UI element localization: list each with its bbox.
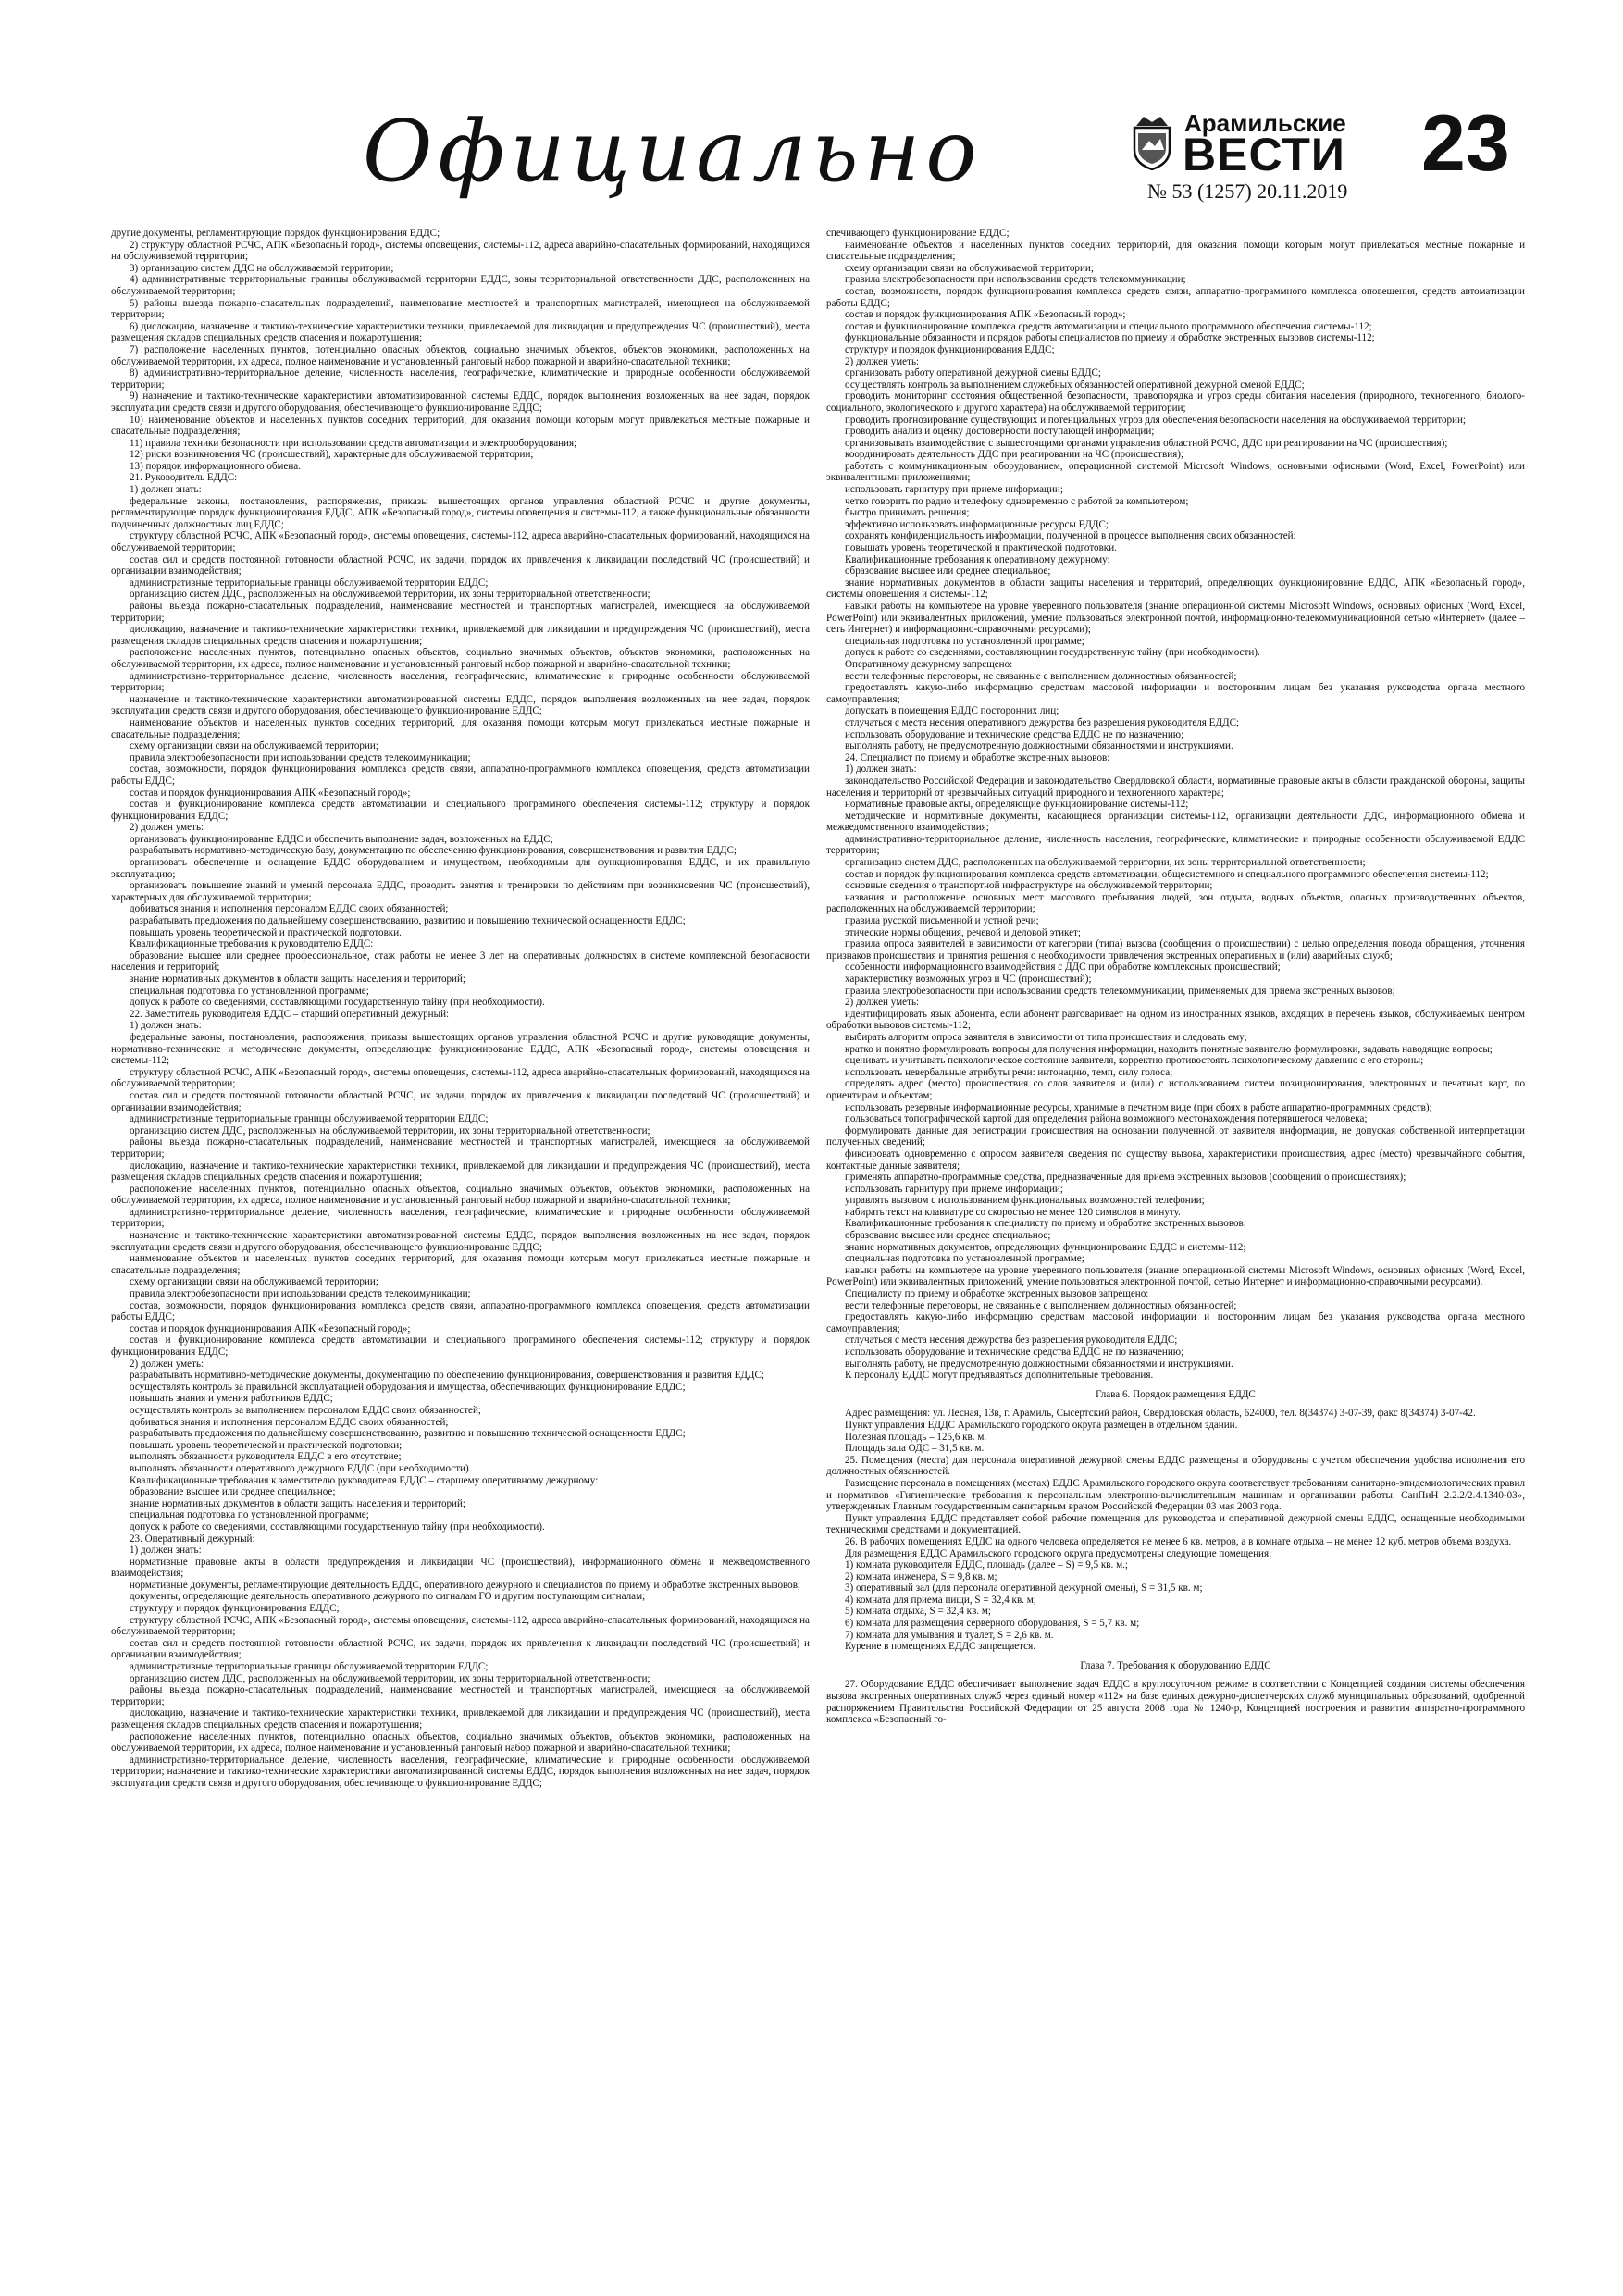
paragraph: проводить прогнозирование существующих и потенциальных угроз для обеспечения безопасности населения на обслуживаемой территории; [845,414,1467,426]
paragraph: специальная подготовка по установленной программе; [845,1253,1084,1265]
paragraph: Курение в помещениях ЕДДС запрещается. [845,1641,1035,1653]
paragraph: названия и расположение основных мест массового пребывания людей, зон отдыха, водных объектов, опасных производственных объектов, расположенных на обслуживаемой территории; [826,891,1525,915]
issue-info: № 53 (1257) 20.11.2019 [1147,180,1348,203]
paragraph: правила опроса заявителей в зависимости от категории (типа) вызова (сообщения о происшествии) с целью определения повода обращения, уточнения признаков происшествия и принятия решения о необходимости привлечения экстренных оперативных и (или) аварийных служб; [826,938,1525,962]
paragraph: разрабатывать нормативно-методические документы, документацию по обеспечению функционирования, совершенствования и развития ЕДДС; [130,1370,764,1382]
paragraph: 11) правила техники безопасности при использовании средств автоматизации и электрооборудования; [130,437,577,449]
chapter-6-title: Глава 6. Порядок размещения ЕДДС [1096,1388,1256,1400]
paragraph: 26. В рабочих помещениях ЕДДС на одного человека определяется не менее 6 кв. метров, а в комнате отдыха – не менее 12 куб. метров объема воздуха. [845,1535,1512,1547]
paragraph: 9) назначение и тактико-технические характеристики автоматизированной системы ЕДДС, порядок выполнения возложенных на нее задач, порядок эксплуатации средств связи и другого оборудования, обеспечивающего функционирование ЕДДС; [111,391,810,414]
paragraph: 8) административно-территориальное деление, численность населения, географические, климатические и природные особенности обслуживаемой территории; [111,367,810,391]
paragraph: применять аппаратно-программные средства, предназначенные для приема экстренных вызовов (сообщений о происшествиях); [845,1172,1406,1184]
paragraph: 2) должен уметь: [845,355,920,367]
paragraph: 3) организацию систем ДДС на обслуживаемой территории; [130,262,394,274]
paragraph: вести телефонные переговоры, не связанные с выполнением должностных обязанностей; [845,670,1237,682]
paragraph: административные территориальные границы обслуживаемой территории ЕДДС; [130,1113,489,1125]
paragraph: Специалисту по приему и обработке экстренных вызовов запрещено: [845,1288,1149,1300]
paragraph: специальная подготовка по установленной программе; [130,1509,369,1521]
paragraph: 6) дислокацию, назначение и тактико-технические характеристики техники, привлекаемой для ликвидации и предупреждения ЧС (происшествий), места размещения складов специальных средств спасения и пожаротушения; [111,320,810,344]
logo-title-big: ВЕСТИ [1183,129,1345,180]
chapter-7-title: Глава 7. Требования к оборудованию ЕДДС [1080,1659,1271,1671]
paragraph: правила электробезопасности при использовании средств телекоммуникации; [130,751,471,763]
paragraph: определять адрес (место) происшествия со слов заявителя и (или) с использованием систем позиционирования, электронных и печатных карт, по ориентирам и объектам; [826,1078,1525,1101]
paragraph: федеральные законы, постановления, распоряжения, приказы вышестоящих органов управления областной РСЧС и другие документы, регламентирующие порядок функционирования ЕДДС, АПК «Безопасный город», системы оповещения и системы-112, а также функциональные обязанности подчиненных должностных лиц ЕДДС; [111,495,810,530]
paragraph: координировать деятельность ДДС при реагировании на ЧС (происшествия); [845,449,1184,461]
paragraph: добиваться знания и исполнения персоналом ЕДДС своих обязанностей; [130,903,449,915]
paragraph: Квалификационные требования к заместителю руководителя ЕДДС – старшему оперативному дежурному: [130,1474,599,1486]
paragraph: формулировать данные для регистрации происшествия на основании полученной от заявителя информации, не допуская собственной интерпретации полученных сведений; [826,1124,1525,1148]
paragraph: организовать работу оперативной дежурной смены ЕДДС; [845,367,1102,379]
paragraph: вести телефонные переговоры, не связанные с выполнением должностных обязанностей; [845,1299,1237,1311]
paragraph: 1) комната руководителя ЕДДС, площадь (далее – S) = 9,5 кв. м.; [845,1559,1128,1571]
paragraph: выполнять работу, не предусмотренную должностными обязанностями и инструкциями. [845,1358,1233,1370]
paragraph: Пункт управления ЕДДС Арамильского городского округа размещен в отдельном здании. [845,1419,1238,1431]
paragraph: 1) должен знать: [130,1020,202,1032]
paragraph: назначение и тактико-технические характеристики автоматизированной системы ЕДДС, порядок выполнения возложенных на нее задач, порядок эксплуатации средств связи и другого оборудования, обеспечивающего функционирование ЕДДС; [111,1230,810,1253]
paragraph: 4) административные территориальные границы обслуживаемой территории ЕДДС, зоны территориальной ответственности ДДС, расположенных на обслуживаемой территории; [111,274,810,297]
page-header [0,0,1623,213]
paragraph: состав и функционирование комплекса средств автоматизации и специального программного обеспечения системы-112; структуру и порядок функционирования ЕДДС; [111,799,810,822]
logo-title-small: Арамильские [1184,109,1346,137]
paragraph: нормативные правовые акты, определяющие функционирование системы-112; [845,799,1189,811]
paragraph: правила электробезопасности при использовании средств телекоммуникации; [130,1288,471,1300]
paragraph: разрабатывать предложения по дальнейшему совершенствованию, развитию и повышению технической оснащенности ЕДДС; [130,915,686,927]
section-rubric: Официально [363,102,983,201]
paragraph: организацию систем ДДС, расположенных на обслуживаемой территории, их зоны территориальной ответственности; [845,857,1366,869]
paragraph: Пункт управления ЕДДС представляет собой рабочие помещения для руководства и оперативной дежурной смены ЕДДС, оснащенные необходимыми техническими средствами и документацией. [826,1512,1525,1536]
paragraph: 7) комната для умывания и туалет, S = 2,6 кв. м. [845,1629,1054,1641]
paragraph: пользоваться топографической картой для определения района возможного местонахождения потерявшегося человека; [845,1113,1368,1125]
paragraph: выполнять обязанности оперативного дежурного ЕДДС (при необходимости). [130,1462,472,1474]
paragraph: районы выезда пожарно-спасательных подразделений, наименование местностей и транспортных магистралей, имеющиеся на обслуживаемой территории; [111,601,810,624]
paragraph: 22. Заместитель руководителя ЕДДС – старший оперативный дежурный: [130,1008,450,1020]
paragraph: набирать текст на клавиатуре со скоростью не менее 120 символов в минуту. [845,1206,1181,1218]
paragraph: проводить мониторинг состояния общественной безопасности, правопорядка и угроз среды обитания населения (природного, техногенного, биолого-социального, экологического и другого характера) на обслуживаемой территории; [826,391,1525,414]
paragraph: Квалификационные требования к оперативному дежурному: [845,553,1110,565]
paragraph: использовать гарнитуру при приеме информации; [845,1183,1063,1195]
paragraph: этические нормы общения, речевой и деловой этикет; [845,926,1081,938]
paragraph: состав сил и средств постоянной готовности областной РСЧС, их задачи, порядок их привлечения к ликвидации последствий ЧС (происшествий) и организации взаимодействия; [111,1089,810,1113]
paragraph: спечивающего функционирование ЕДДС; [826,228,1010,239]
paragraph: дислокацию, назначение и тактико-технические характеристики техники, привлекаемой для ликвидации и предупреждения ЧС (происшествий), места размещения складов специальных средств спасения и пожаротушения; [111,1160,810,1184]
paragraph: административно-территориальное деление, численность населения, географические, климатические и природные особенности обслуживаемой территории; [111,1206,810,1230]
paragraph: особенности информационного взаимодействия с ДДС при обработке комплексных происшествий; [845,962,1281,974]
paragraph: схему организации связи на обслуживаемой территории; [845,262,1094,274]
paragraph: идентифицировать язык абонента, если абонент разговаривает на одном из иностранных языков, входящих в перечень языков, обслуживаемых центром обработки вызовов системы-112; [826,1008,1525,1032]
paragraph: Квалификационные требования к специалисту по приему и обработке экстренных вызовов: [845,1218,1246,1230]
paragraph: 5) комната отдыха, S = 32,4 кв. м; [845,1606,991,1618]
page-number: 23 [1421,99,1510,188]
paragraph: 2) должен уметь: [845,997,920,1009]
paragraph: использовать гарнитуру при приеме информации; [845,484,1063,496]
paragraph: организовывать взаимодействие с вышестоящими органами управления областной РСЧС, ДДС при реагировании на ЧС (происшествия); [845,437,1448,449]
paragraph: организовать обеспечение и оснащение ЕДДС оборудованием и имуществом, необходимым для функционирования ЕДДС, и их правильную эксплуатацию; [111,857,810,880]
paragraph: 2) должен уметь: [130,1358,204,1370]
paragraph: быстро принимать решения; [845,507,970,519]
paragraph: расположение населенных пунктов, потенциально опасных объектов, социально значимых объектов, объектов экономики, расположенных на обслуживаемой территории, их адреса, полное наименование и установленный ранговый набор пожарной и аварийно-спасательной техники; [111,1183,810,1207]
paragraph: осуществлять контроль за выполнением персоналом ЕДДС своих обязанностей; [130,1404,481,1416]
paragraph: использовать резервные информационные ресурсы, хранимые в печатном виде (при сбоях в работе аппаратно-программных средств); [845,1101,1432,1113]
paragraph: управлять вызовом с использованием функциональных возможностей телефонии; [845,1195,1205,1207]
paragraph: выполнять обязанности руководителя ЕДДС в его отсутствие; [130,1451,402,1463]
paragraph: допуск к работе со сведениями, составляющими государственную тайну (при необходимости). [130,997,545,1009]
paragraph: правила русской письменной и устной речи; [845,915,1039,927]
paragraph: Размещение персонала в помещениях (местах) ЕДДС Арамильского городского округа соответствует требованиям санитарно-эпидемиологических правил и нормативов «Гигиенические требования к персональным электронно-вычислительным машинам и организации работы. СанПиН 2.2.2/2.4.1340-03», утвержденных Главным государственным санитарным врачом Российской Федерации 03 мая 2003 года. [826,1477,1525,1513]
paragraph: основные сведения о транспортной инфраструктуре на обслуживаемой территории; [845,880,1213,892]
paragraph: повышать уровень теоретической и практической подготовки. [130,926,402,938]
text-column-left [111,228,810,2277]
paragraph: повышать уровень теоретической и практической подготовки; [130,1439,403,1451]
paragraph: выполнять работу, не предусмотренную должностными обязанностями и инструкциями. [845,740,1233,752]
paragraph: оценивать и учитывать психологическое состояние заявителя, корректно противостоять психологическому давлению с его стороны; [845,1055,1424,1067]
paragraph: наименование объектов и населенных пунктов соседних территорий, для оказания помощи которым могут привлекаться местные пожарные и спасательные подразделения; [111,1253,810,1276]
newspaper-logo[interactable] [1131,109,1353,183]
paragraph: использовать невербальные атрибуты речи: интонацию, темп, силу голоса; [845,1066,1173,1078]
paragraph: Площадь зала ОДС – 31,5 кв. м. [845,1443,985,1455]
paragraph: административно-территориальное деление, численность населения, географические, климатические и природные особенности обслуживаемой территории; назначение и тактико-технические характеристики автоматизированной системы ЕДДС, порядок выполнения возложенных на нее задач, порядок эксплуатации средств связи и другого оборудования, обеспечивающего функционирование ЕДДС; [111,1754,810,1789]
paragraph: использовать оборудование и технические средства ЕДДС не по назначению; [845,1347,1184,1358]
paragraph: знание нормативных документов в области защиты населения и территорий, определяющих функционирование ЕДДС, АПК «Безопасный город», системы оповещения и системы-112; [826,577,1525,601]
paragraph: 27. Оборудование ЕДДС обеспечивает выполнение задач ЕДДС в круглосуточном режиме в соответствии с Концепцией создания системы обеспечения вызова экстренных оперативных служб через единый номер «112» на базе единых дежурно-диспетчерских служб муниципальных образований, одобренной распоряжением Правительства Российской Федерации от 25 августа 2008 года № 1240-р, Концепцией построения и развития аппаратно-программного комплекса «Безопасный го- [826,1679,1525,1726]
paragraph: 21. Руководитель ЕДДС: [130,472,238,484]
paragraph: образование высшее или среднее специальное; [130,1486,336,1498]
paragraph: образование высшее или среднее специальное; [845,565,1051,577]
paragraph: знание нормативных документов в области защиты населения и территорий; [130,974,466,985]
paragraph: состав и порядок функционирования комплекса средств автоматизации, общесистемного и специального программного обеспечения системы-112; [845,868,1489,880]
paragraph: специальная подготовка по установленной программе; [130,985,369,997]
paragraph: сохранять конфиденциальность информации, полученной в процессе выполнения своих обязанностей; [845,530,1296,542]
paragraph: структуру и порядок функционирования ЕДДС; [130,1603,340,1615]
paragraph: состав, возможности, порядок функционирования комплекса средств связи, аппаратно-программного комплекса оповещения, средств автоматизации работы ЕДДС; [111,763,810,787]
paragraph: наименование объектов и населенных пунктов соседних территорий, для оказания помощи которым могут привлекаться местные пожарные и спасательные подразделения; [111,716,810,740]
paragraph: наименование объектов и населенных пунктов соседних территорий, для оказания помощи которым могут привлекаться местные пожарные и спасательные подразделения; [826,239,1525,263]
paragraph: навыки работы на компьютере на уровне уверенного пользователя (знание операционной системы Microsoft Windows, основных офисных (Word, Excel, PowerPoint) или эквивалентных приложений, умение пользоваться электронной почтой, информационно-телекоммуникационной сетью «Интернет» (далее – сеть Интернет) и информационно-справочными ресурсами); [826,601,1525,636]
paragraph: состав и функционирование комплекса средств автоматизации и специального программного обеспечения системы-112; структуру и порядок функционирования ЕДДС; [111,1334,810,1358]
paragraph: предоставлять какую-либо информацию средствам массовой информации и посторонним лицам без указания руководства органа местного самоуправления; [826,682,1525,705]
paragraph: допуск к работе со сведениями, составляющими государственную тайну (при необходимости). [130,1520,545,1533]
paragraph: 2) комната инженера, S = 9,8 кв. м; [845,1570,997,1582]
paragraph: организовать повышение знаний и умений персонала ЕДДС, проводить занятия и тренировки по действиям при возникновении ЧС (происшествий), характерных для обслуживаемой территории; [111,880,810,903]
paragraph: дислокацию, назначение и тактико-технические характеристики техники, привлекаемой для ликвидации и предупреждения ЧС (происшествий), места размещения складов специальных средств спасения и пожаротушения; [111,1707,810,1731]
paragraph: состав сил и средств постоянной готовности областной РСЧС, их задачи, порядок их привлечения к ликвидации последствий ЧС (происшествий) и организации взаимодействия; [111,553,810,577]
paragraph: допускать в помещения ЕДДС посторонних лиц; [845,705,1059,717]
right-column-body [826,228,1525,1382]
paragraph: административно-территориальное деление, численность населения, географические, климатические и природные особенности обслуживаемой ЕДДС территории; [826,833,1525,857]
chapter-7-body [826,1679,1525,1725]
paragraph: состав и порядок функционирования АПК «Безопасный город»; [130,787,411,799]
paragraph: районы выезда пожарно-спасательных подразделений, наименование местностей и транспортных магистралей, имеющиеся на обслуживаемой территории; [111,1136,810,1160]
paragraph: кратко и понятно формулировать вопросы для получения информации, находить понятные заявителю формулировки, задавать наводящие вопросы; [845,1043,1493,1055]
paragraph: структуру областной РСЧС, АПК «Безопасный город», системы оповещения, системы-112, адреса аварийно-спасательных формирований, находящихся на обслуживаемой территории; [111,1066,810,1090]
paragraph: нормативные правовые акты в области предупреждения и ликвидации ЧС (происшествий), информационного обмена и межведомственного взаимодействия; [111,1556,810,1580]
paragraph: 25. Помещения (места) для персонала оперативной дежурной смены ЕДДС размещены и оборудованы с учетом обеспечения удобства исполнения его должностных обязанностей. [826,1454,1525,1478]
paragraph: федеральные законы, постановления, распоряжения, приказы вышестоящих органов управления областной РСЧС и другие руководящие документы, нормативно-технические и методические документы, определяющие функционирование ЕДДС, АПК «Безопасный город», системы оповещения и системы-112; [111,1031,810,1067]
paragraph: методические и нормативные документы, касающиеся организации системы-112, организации деятельности ДДС, информационного обмена и межведомственного взаимодействия; [826,810,1525,834]
paragraph: организовать функционирование ЕДДС и обеспечить выполнение задач, возложенных на ЕДДС; [130,833,553,845]
paragraph: организацию систем ДДС, расположенных на обслуживаемой территории, их зоны территориальной ответственности; [130,589,650,601]
paragraph: Квалификационные требования к руководителю ЕДДС: [130,938,374,950]
paragraph: 5) районы выезда пожарно-спасательных подразделений, наименование местностей и транспортных магистралей, имеющиеся на обслуживаемой территории; [111,297,810,321]
paragraph: разрабатывать нормативно-методическую базу, документацию по обеспечению функционирования, совершенствования и развития ЕДДС; [130,845,737,857]
paragraph: Адрес размещения: ул. Лесная, 13в, г. Арамиль, Сысертский район, Свердловская область, 624000, тел. 8(34374) 3-07-39, факс 8(34374) 3-07-42. [845,1408,1476,1420]
paragraph: документы, определяющие деятельность оперативного дежурного по сигналам ГО и другим поступающим сигналам; [130,1591,646,1603]
paragraph: 10) наименование объектов и населенных пунктов соседних территорий, для оказания помощи которым могут привлекаться местные пожарные и спасательные подразделения; [111,414,810,438]
paragraph: отлучаться с места несения дежурства без разрешения руководителя ЕДДС; [845,1334,1178,1347]
paragraph: назначение и тактико-технические характеристики автоматизированной системы ЕДДС, порядок выполнения возложенных на нее задач, порядок эксплуатации средств связи и другого оборудования, обеспечивающего функционирование ЕДДС; [111,693,810,717]
paragraph: состав, возможности, порядок функционирования комплекса средств связи, аппаратно-программного комплекса оповещения, средств автоматизации работы ЕДДС; [111,1299,810,1323]
paragraph: навыки работы на компьютере на уровне уверенного пользователя (знание операционной системы Microsoft Windows, основных офисных (Word, Excel, PowerPoint) или эквивалентных приложений, умение пользоваться электронной почтой, сетью Интернет и информационно-справочными ресурсами). [826,1264,1525,1288]
coat-of-arms-icon [1131,113,1173,170]
paragraph: состав, возможности, порядок функционирования комплекса средств связи, аппаратно-программного комплекса оповещения, средств автоматизации работы ЕДДС; [826,285,1525,309]
paragraph: правила электробезопасности при использовании средств телекоммуникации; [845,274,1186,286]
paragraph: 1) должен знать: [130,1545,202,1557]
text-column-right [826,228,1525,2277]
paragraph: Полезная площадь – 125,6 кв. м. [845,1431,987,1443]
paragraph: правила электробезопасности при использовании средств телекоммуникации, применяемых для приема экстренных вызовов; [845,985,1395,997]
paragraph: схему организации связи на обслуживаемой территории; [130,740,378,752]
paragraph: 7) расположение населенных пунктов, потенциально опасных объектов, социально значимых объектов, объектов экономики, расположенных на обслуживаемой территории, их адреса, полное наименование и установленный ранговый набор пожарной и аварийно-спасательной техники; [111,343,810,367]
paragraph: 2) должен уметь: [130,822,204,834]
paragraph: проводить анализ и оценку достоверности поступающей информации; [845,426,1155,438]
paragraph: состав сил и средств постоянной готовности областной РСЧС, их задачи, порядок их привлечения к ликвидации последствий ЧС (происшествий) и организации взаимодействия; [111,1637,810,1661]
paragraph: состав и порядок функционирования АПК «Безопасный город»; [845,309,1126,321]
paragraph: другие документы, регламентирующие порядок функционирования ЕДДС; [111,228,440,239]
paragraph: состав и порядок функционирования АПК «Безопасный город»; [130,1322,411,1334]
paragraph: организацию систем ДДС, расположенных на обслуживаемой территории, их зоны территориальной ответственности; [130,1124,650,1136]
paragraph: административные территориальные границы обслуживаемой территории ЕДДС; [130,577,489,589]
paragraph: состав и функционирование комплекса средств автоматизации и специального программного обеспечения системы-112; [845,320,1372,332]
paragraph: образование высшее или среднее специальное; [845,1230,1051,1242]
paragraph: дислокацию, назначение и тактико-технические характеристики техники, привлекаемой для ликвидации и предупреждения ЧС (происшествий), места размещения складов специальных средств спасения и пожаротушения; [111,624,810,647]
paragraph: знание нормативных документов, определяющих функционирование ЕДДС и системы-112; [845,1241,1246,1253]
paragraph: 2) структуру областной РСЧС, АПК «Безопасный город», системы оповещения, системы-112, адреса аварийно-спасательных формирований, находящихся на обслуживаемой территории; [111,239,810,263]
paragraph: 1) должен знать: [130,484,202,496]
paragraph: структуру областной РСЧС, АПК «Безопасный город», системы оповещения, системы-112, адреса аварийно-спасательных формирований, находящихся на обслуживаемой территории; [111,530,810,554]
paragraph: административные территориальные границы обслуживаемой территории ЕДДС; [130,1661,489,1673]
paragraph: 12) риски возникновения ЧС (происшествий), характерные для обслуживаемой территории; [130,449,534,461]
paragraph: административно-территориальное деление, численность населения, географические, климатические и природные особенности обслуживаемой территории; [111,670,810,694]
paragraph: предоставлять какую-либо информацию средствам массовой информации и посторонним лицам без указания руководства органа местного самоуправления; [826,1311,1525,1334]
paragraph: четко говорить по радио и телефону одновременно с работой за компьютером; [845,495,1189,507]
paragraph: характеристику возможных угроз и ЧС (происшествий); [845,974,1092,985]
paragraph: добиваться знания и исполнения персоналом ЕДДС своих обязанностей; [130,1416,449,1428]
paragraph: районы выезда пожарно-спасательных подразделений, наименование местностей и транспортных магистралей, имеющиеся на обслуживаемой территории; [111,1684,810,1707]
paragraph: 3) оперативный зал (для персонала оперативной дежурной смены), S = 31,5 кв. м; [845,1582,1203,1595]
paragraph: расположение населенных пунктов, потенциально опасных объектов, социально значимых объектов, объектов экономики, расположенных на обслуживаемой территории, их адреса, полное наименование и установленный ранговый набор пожарной и аварийно-спасательной техники; [111,1731,810,1755]
paragraph: знание нормативных документов в области защиты населения и территорий; [130,1497,466,1509]
chapter-6-body [826,1408,1525,1652]
paragraph: Оперативному дежурному запрещено: [845,658,1013,670]
paragraph: нормативные документы, регламентирующие деятельность ЕДДС, оперативного дежурного и специалистов по приему и обработке экстренных вызовов; [130,1579,801,1591]
paragraph: осуществлять контроль за выполнением служебных обязанностей оперативной дежурной сменой ЕДДС; [845,379,1305,391]
paragraph: К персоналу ЕДДС могут предъявляться дополнительные требования. [845,1370,1154,1382]
paragraph: 24. Специалист по приему и обработке экстренных вызовов: [845,751,1110,763]
paragraph: отлучаться с места несения оперативного дежурства без разрешения руководителя ЕДДС; [845,716,1240,728]
paragraph: 6) комната для размещения серверного оборудования, S = 5,7 кв. м; [845,1618,1140,1630]
paragraph: допуск к работе со сведениями, составляющими государственную тайну (при необходимости). [845,647,1260,659]
paragraph: структуру и порядок функционирования ЕДДС; [845,343,1055,355]
paragraph: организацию систем ДДС, расположенных на обслуживаемой территории, их зоны территориальной ответственности; [130,1672,650,1684]
paragraph: осуществлять контроль за правильной эксплуатацией оборудования и имущества, обеспечивающих функционирование ЕДДС; [130,1381,686,1393]
paragraph: Для размещения ЕДДС Арамильского городского округа предусмотрены следующие помещения: [845,1547,1272,1559]
paragraph: работать с коммуникационным оборудованием, операционной системой Microsoft Windows, основными офисными (Word, Excel, PowerPoint) или эквивалентными приложениями; [826,460,1525,484]
paragraph: использовать оборудование и технические средства ЕДДС не по назначению; [845,728,1184,740]
paragraph: 4) комната для приема пищи, S = 32,4 кв. м; [845,1594,1036,1606]
paragraph: схему организации связи на обслуживаемой территории; [130,1276,378,1288]
paragraph: разрабатывать предложения по дальнейшему совершенствованию, развитию и повышению технической оснащенности ЕДДС; [130,1428,686,1440]
paragraph: специальная подготовка по установленной программе; [845,635,1084,647]
paragraph: расположение населенных пунктов, потенциально опасных объектов, социально значимых объектов, объектов экономики, расположенных на обслуживаемой территории, их адреса, полное наименование и установленный ранговый набор пожарной и аварийно-спасательной техники; [111,647,810,670]
paragraph: структуру областной РСЧС, АПК «Безопасный город», системы оповещения, системы-112, адреса аварийно-спасательных формирований, находящихся на обслуживаемой территории; [111,1614,810,1638]
paragraph: повышать знания и умения работников ЕДДС; [130,1393,333,1405]
paragraph: 1) должен знать: [845,763,917,776]
paragraph: функциональные обязанности и порядок работы специалистов по приему и обработке экстренных вызовов системы-112; [845,332,1375,344]
paragraph: выбирать алгоритм опроса заявителя в зависимости от типа происшествия и следовать ему; [845,1031,1247,1043]
paragraph: фиксировать одновременно с опросом заявителя сведения по существу вызова, характеристики происшествия, адрес (место) чрезвычайного события, контактные данные заявителя; [826,1148,1525,1172]
paragraph: образование высшее или среднее профессиональное, стаж работы не менее 3 лет на оперативных должностях в системе комплексной безопасности населения и территорий; [111,949,810,974]
paragraph: эффективно использовать информационные ресурсы ЕДДС; [845,518,1109,530]
paragraph: повышать уровень теоретической и практической подготовки. [845,542,1117,554]
paragraph: 13) порядок информационного обмена. [130,460,302,472]
paragraph: законодательство Российской Федерации и законодательство Свердловской области, нормативные правовые акты в области гражданской обороны, защиты населения и территорий от чрезвычайных ситуаций природного и техногенного характера; [826,775,1525,799]
paragraph: 23. Оперативный дежурный: [130,1533,255,1545]
